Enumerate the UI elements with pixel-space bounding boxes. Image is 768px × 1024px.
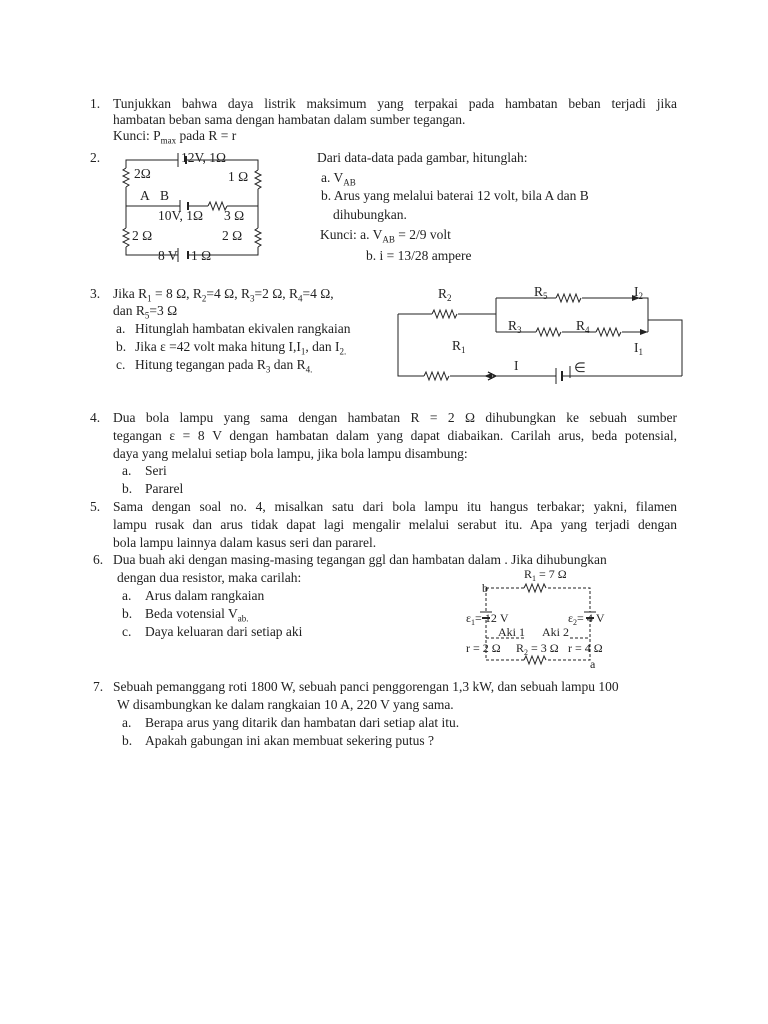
q7-a-letter: a. — [122, 715, 132, 730]
q3-c-text — [135, 357, 312, 378]
q2-label-r-left-top: 2Ω — [134, 166, 151, 181]
q4-a-letter: a. — [122, 463, 132, 478]
q6-number: 6. — [93, 552, 104, 567]
q2-part-b-line1: b. Arus yang melalui baterai 12 volt, bila A dan B — [321, 188, 589, 203]
q7-line1: Sebuah pemanggang roti 1800 W, sebuah panci penggorengan 1,3 kW, dan sebuah lampu 100 — [113, 679, 619, 694]
q6-c-letter: c. — [122, 624, 132, 639]
q6-label-node-a: a — [590, 657, 596, 671]
q4-b-letter: b. — [122, 481, 133, 496]
q1-number: 1. — [90, 96, 101, 111]
q7-number: 7. — [93, 679, 104, 694]
q3-l1-sub4: 4 — [297, 293, 303, 304]
q5-line3: bola lampu lainnya dalam kasus seri dan pararel. — [113, 535, 377, 550]
q2-key-a-prefix: Kunci: a. V — [320, 227, 383, 242]
q5-line1: Sama dengan soal no. 4, misalkan satu dari bola lampu itu hangus terbakar; yakni, filamen — [113, 499, 677, 514]
q2-label-bat-bot-r: 1 Ω — [191, 248, 212, 263]
q6-a-letter: a. — [122, 588, 132, 603]
q6-label-r1: $R_1 = 7$ Ω — [524, 567, 567, 583]
q1-key-suffix: pada R = r — [176, 128, 237, 143]
q4-b-text: Pararel — [145, 481, 184, 496]
q4-number: 4. — [90, 410, 101, 425]
q1-line2: hambatan beban sama dengan hambatan dalam sumber tegangan. — [113, 112, 466, 127]
q3-b-mid: , dan I — [305, 339, 340, 354]
q7-b-letter: b. — [122, 733, 133, 748]
q7-line2: W disambungkan ke dalam rangkaian 10 A, 220 V yang sama. — [117, 697, 454, 712]
q6-circuit-diagram — [466, 567, 626, 671]
q3-label-r2: $R_2$ — [438, 286, 452, 303]
q6-b-letter: b. — [122, 606, 133, 621]
q1-line1: Tunjukkan bahwa daya listrik maksimum yang terpakai pada hambatan beban terjadi jika — [113, 96, 677, 111]
q2-label-r-mid: 3 Ω — [224, 208, 245, 223]
q3-b-sub2: 2. — [339, 346, 347, 357]
q1-key-sub: max — [160, 135, 177, 146]
q3-label-i: I — [514, 358, 519, 373]
q2-label-bat-top: 12V, 1Ω — [181, 150, 227, 165]
q4-line3: daya yang melalui setiap bola lampu, jika bola lampu disambung: — [113, 446, 468, 461]
q3-number: 3. — [90, 286, 101, 301]
q3-b-letter: b. — [116, 339, 127, 354]
q1-key — [113, 128, 236, 149]
q3-l1-sub3: 3 — [249, 293, 255, 304]
q3-label-emf: ∈ — [574, 360, 586, 375]
q2-label-node-b: B — [160, 188, 170, 203]
q2-part-b-line2: dihubungkan. — [333, 207, 407, 222]
q3-l2-sub: 5 — [144, 310, 150, 321]
q6-c-text: Daya keluaran dari setiap aki — [145, 624, 303, 639]
q3-label-i1: $I_1$ — [634, 340, 643, 357]
q3-circuit-diagram — [396, 284, 686, 384]
q6-label-r2: $R_2 = 3$ Ω — [516, 641, 559, 657]
q6-label-aki2: Aki 2 — [542, 625, 569, 639]
q2-label-node-a: A — [140, 188, 150, 203]
q6-label-node-b: b — [482, 581, 488, 595]
q3-l1-sub2: 2 — [201, 293, 207, 304]
q3-label-r3: $R_3$ — [508, 318, 522, 335]
q3-a-text: Hitunglah hambatan ekivalen rangkaian — [135, 321, 351, 336]
q3-c-prefix: Hitung tegangan pada R — [135, 357, 266, 372]
q3-l1-t2: =4 Ω, R — [206, 286, 250, 301]
q1-key-prefix: Kunci: P — [113, 128, 161, 143]
q2-number: 2. — [90, 150, 101, 165]
q2-a-prefix: a. V — [321, 170, 344, 185]
q2-intro: Dari data-data pada gambar, hitunglah: — [317, 150, 528, 165]
q3-label-i2: $I_2$ — [634, 284, 643, 301]
q5-line2: lampu rusak dan arus tidak dapat lagi mengalir melalui serabut itu. Apa yang terjadi dengan — [113, 517, 677, 532]
q6-b-prefix: Beda votensial V — [145, 606, 238, 621]
q3-label-r1: $R_1$ — [452, 338, 466, 355]
q3-l1-t4: =4 Ω, — [302, 286, 334, 301]
q2-key-a-suffix: = 2/9 volt — [394, 227, 451, 242]
q3-c-sub1: 3 — [265, 364, 271, 375]
q2-label-r-left-bot: 2 Ω — [132, 228, 153, 243]
q2-key-a-sub: AB — [382, 234, 395, 245]
q6-line2: dengan dua resistor, maka carilah: — [117, 570, 302, 585]
q3-l1-t1: = 8 Ω, R — [151, 286, 202, 301]
q5-number: 5. — [90, 499, 101, 514]
q6-label-e1: $\varepsilon_1= 12$ V — [466, 611, 509, 627]
q4-line2: tegangan ε = 8 V dengan hambatan dalam yang dapat diabaikan. Carilah arus, beda potensial, — [113, 428, 677, 443]
q3-l2-prefix: dan R — [113, 303, 145, 318]
q7-b-text: Apakah gabungan ini akan membuat sekering putus ? — [145, 733, 435, 748]
q6-label-r-right: r = 4 Ω — [568, 641, 603, 655]
q2-label-r-right-top: 1 Ω — [228, 169, 249, 184]
q2-key-b: b. i = 13/28 ampere — [366, 248, 472, 263]
q3-label-r5: $R_5$ — [534, 284, 548, 301]
q3-a-letter: a. — [116, 321, 126, 336]
q2-a-sub: AB — [343, 177, 356, 188]
q3-l1-t3: =2 Ω, R — [254, 286, 298, 301]
q2-key-a — [320, 227, 451, 248]
q6-a-text: Arus dalam rangkaian — [145, 588, 265, 603]
q6-line1: Dua buah aki dengan masing-masing tegangan ggl dan hambatan dalam . Jika dihubungkan — [113, 552, 607, 567]
q3-l1-prefix: Jika R — [113, 286, 148, 301]
q2-label-bat-bot: 8 V — [158, 248, 178, 263]
q4-line1: Dua bola lampu yang sama dengan hambatan R = 2 Ω dihubungkan ke sebuah sumber — [113, 410, 677, 425]
q7-a-text: Berapa arus yang ditarik dan hambatan dari setiap alat itu. — [145, 715, 460, 730]
q2-label-bat-mid: 10V, 1Ω — [158, 208, 204, 223]
q6-b-sub: ab. — [237, 613, 249, 624]
q2-circuit-diagram — [118, 148, 278, 266]
q3-l1-sub1: 1 — [147, 293, 152, 304]
q4-a-text: Seri — [145, 463, 167, 478]
q3-l2-suffix: =3 Ω — [149, 303, 178, 318]
q3-label-r4: $R_4$ — [576, 318, 590, 335]
q6-label-e2: $\varepsilon_2= 4$ V — [568, 611, 605, 627]
q3-c-letter: c. — [116, 357, 126, 372]
q6-label-aki1: Aki 1 — [498, 625, 525, 639]
q6-label-r-left: r = 2 Ω — [466, 641, 501, 655]
q3-b-prefix: Jika ε =42 volt maka hitung I,I — [135, 339, 301, 354]
q3-c-mid: dan R — [270, 357, 306, 372]
q3-b-sub1: 1 — [300, 346, 306, 357]
q3-c-sub2: 4. — [305, 364, 313, 375]
q2-label-r-right-bot: 2 Ω — [222, 228, 243, 243]
